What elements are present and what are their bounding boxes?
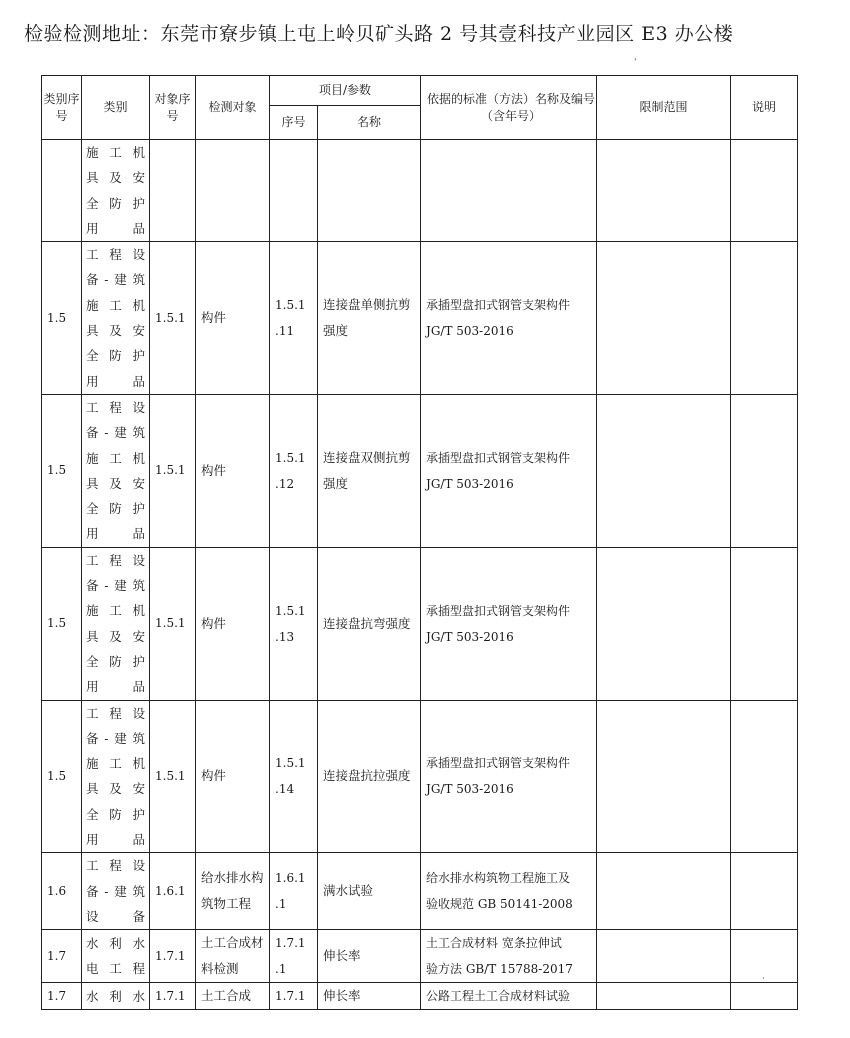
- category-line: 工 程 设: [86, 552, 145, 568]
- category-cell: [82, 547, 150, 700]
- item-name-cell: 连接盘抗弯强度: [318, 547, 421, 700]
- col-item-param: 项目/参数: [270, 76, 421, 106]
- category-line: 具 及 安: [86, 323, 145, 339]
- table-row: [42, 983, 798, 1010]
- object-no-cell: 1.7.1: [150, 983, 196, 1010]
- item-name-cell: 伸长率: [318, 983, 421, 1010]
- category-line: 备 - 建 筑: [86, 730, 145, 746]
- category-line: 备 - 建 筑: [86, 578, 145, 594]
- object-cell: 构件: [196, 700, 270, 853]
- object-cell: 构件: [196, 242, 270, 395]
- category-no-cell: 1.5: [42, 547, 82, 700]
- category-line: 设 备: [86, 908, 145, 924]
- category-no-cell: 1.5: [42, 700, 82, 853]
- category-line: 工 程 设: [86, 705, 145, 721]
- category-line: 施 工 机: [86, 450, 145, 466]
- item-no-line: 1.5.1: [275, 450, 306, 465]
- col-note: 说明: [731, 76, 798, 140]
- item-no-cell: [270, 983, 318, 1010]
- note-cell: [731, 140, 798, 242]
- item-no-cell: [270, 547, 318, 700]
- category-line: 工 程 设: [86, 399, 145, 415]
- category-line: 施 工 机: [86, 603, 145, 619]
- category-line: 具 及 安: [86, 628, 145, 644]
- standard-line: JG/T 503-2016: [426, 629, 514, 644]
- item-no-cell: [270, 700, 318, 853]
- limit-cell: [597, 242, 731, 395]
- item-no-line: .1: [275, 962, 287, 977]
- category-line: 工 程 设: [86, 858, 145, 874]
- category-line: 具 及 安: [86, 475, 145, 491]
- page-header-address: 检验检测地址：东莞市寮步镇上屯上岭贝矿头路 2 号其壹科技产业园区 E3 办公楼: [24, 23, 734, 45]
- item-no-line: .12: [275, 476, 295, 491]
- category-line: 施 工 机: [86, 297, 145, 313]
- standard-cell: [421, 242, 597, 395]
- object-no-cell: 1.5.1: [150, 242, 196, 395]
- col-category-no: 类别序号: [42, 76, 82, 140]
- col-limit: 限制范围: [597, 76, 731, 140]
- object-no-cell: 1.5.1: [150, 700, 196, 853]
- standard-cell: [421, 983, 597, 1010]
- standard-line: JG/T 503-2016: [426, 324, 514, 339]
- standard-cell: [421, 700, 597, 853]
- item-name-cell: 满水试验: [318, 853, 421, 930]
- object-cell: 构件: [196, 394, 270, 547]
- object-cell: 土工合成: [196, 983, 270, 1010]
- category-line: 备 - 建 筑: [86, 425, 145, 441]
- standard-cell: [421, 547, 597, 700]
- category-line: 全 防 护: [86, 501, 145, 517]
- category-line: 全 防 护: [86, 806, 145, 822]
- standard-cell: [421, 394, 597, 547]
- category-no-cell: [42, 140, 82, 242]
- table-body: [42, 140, 798, 1010]
- item-no-line: 1.7.1: [275, 989, 306, 1004]
- col-item-name: 名称: [318, 106, 421, 140]
- category-line: 工 程 设: [86, 247, 145, 263]
- object-cell: 土工合成材料检测: [196, 930, 270, 983]
- category-no-cell: 1.7: [42, 930, 82, 983]
- item-no-line: .11: [275, 324, 295, 339]
- item-no-line: 1.5.1: [275, 756, 306, 771]
- table-row: [42, 853, 798, 930]
- item-no-cell: [270, 140, 318, 242]
- object-no-cell: [150, 140, 196, 242]
- category-no-cell: 1.5: [42, 242, 82, 395]
- limit-cell: [597, 140, 731, 242]
- table-row: [42, 700, 798, 853]
- category-line: 全 防 护: [86, 653, 145, 669]
- table-row: [42, 394, 798, 547]
- category-line: 水 利 水: [86, 988, 145, 1004]
- col-category: 类别: [82, 76, 150, 140]
- item-no-cell: [270, 242, 318, 395]
- note-cell: [731, 930, 798, 983]
- standard-line: 承插型盘扣式钢管支架构件: [426, 450, 571, 465]
- category-line: 具 及 安: [86, 781, 145, 797]
- item-name-cell: 连接盘抗拉强度: [318, 700, 421, 853]
- standard-line: JG/T 503-2016: [426, 476, 514, 491]
- category-line: 施 工 机: [86, 756, 145, 772]
- category-cell: [82, 242, 150, 395]
- standard-line: 承插型盘扣式钢管支架构件: [426, 603, 571, 618]
- category-no-cell: 1.6: [42, 853, 82, 930]
- item-no-line: 1.6.1: [275, 871, 306, 886]
- standard-line: 承插型盘扣式钢管支架构件: [426, 756, 571, 771]
- header-row: [42, 76, 798, 106]
- limit-cell: [597, 700, 731, 853]
- item-no-line: 1.5.1: [275, 298, 306, 313]
- standard-line: 土工合成材料 宽条拉伸试: [426, 936, 562, 951]
- note-cell: [731, 700, 798, 853]
- standard-line: 公路工程土工合成材料试验: [426, 989, 571, 1004]
- standard-line: 承插型盘扣式钢管支架构件: [426, 298, 571, 313]
- scan-speck: ·: [762, 974, 765, 984]
- item-no-cell: [270, 930, 318, 983]
- item-name-cell: 伸长率: [318, 930, 421, 983]
- item-name-cell: [318, 140, 421, 242]
- item-no-cell: [270, 394, 318, 547]
- standard-cell: [421, 853, 597, 930]
- table-row: [42, 242, 798, 395]
- standard-line: 验方法 GB/T 15788-2017: [426, 962, 573, 977]
- limit-cell: [597, 853, 731, 930]
- item-name-cell: 连接盘双侧抗剪强度: [318, 394, 421, 547]
- item-no-line: 1.7.1: [275, 936, 306, 951]
- category-line: 具 及 安: [86, 170, 145, 186]
- object-no-cell: 1.5.1: [150, 394, 196, 547]
- limit-cell: [597, 547, 731, 700]
- category-cell: [82, 700, 150, 853]
- standard-cell: [421, 140, 597, 242]
- category-line: 全 防 护: [86, 348, 145, 364]
- note-cell: [731, 547, 798, 700]
- limit-cell: [597, 983, 731, 1010]
- category-cell: [82, 140, 150, 242]
- col-object: 检测对象: [196, 76, 270, 140]
- note-cell: [731, 853, 798, 930]
- object-no-cell: 1.6.1: [150, 853, 196, 930]
- object-no-cell: 1.7.1: [150, 930, 196, 983]
- object-cell: 给水排水构筑物工程: [196, 853, 270, 930]
- category-line: 全 防 护: [86, 195, 145, 211]
- category-no-cell: 1.5: [42, 394, 82, 547]
- item-no-line: 1.5.1: [275, 603, 306, 618]
- table-row: [42, 930, 798, 983]
- category-line: 备 - 建 筑: [86, 883, 145, 899]
- note-cell: [731, 394, 798, 547]
- object-cell: 构件: [196, 547, 270, 700]
- category-line: 施 工 机: [86, 145, 145, 160]
- category-line: 电 工 程: [86, 961, 145, 977]
- item-no-line: .14: [275, 782, 295, 797]
- category-line: 备 - 建 筑: [86, 272, 145, 288]
- note-cell: [731, 983, 798, 1010]
- table-row: [42, 547, 798, 700]
- col-standard: 依据的标准（方法）名称及编号（含年号）: [421, 76, 597, 140]
- standard-cell: [421, 930, 597, 983]
- item-no-cell: [270, 853, 318, 930]
- category-line: 用 品: [86, 373, 145, 389]
- category-line: 用 品: [86, 679, 145, 695]
- object-no-cell: 1.5.1: [150, 547, 196, 700]
- category-cell: [82, 853, 150, 930]
- category-line: 用 品: [86, 526, 145, 542]
- standard-line: 给水排水构筑物工程施工及: [426, 871, 571, 886]
- category-line: 水 利 水: [86, 936, 145, 952]
- table-row: [42, 140, 798, 242]
- qualification-table: [41, 75, 798, 1010]
- scan-speck: ': [634, 58, 637, 68]
- col-object-no: 对象序号: [150, 76, 196, 140]
- object-cell: [196, 140, 270, 242]
- item-no-line: .13: [275, 629, 295, 644]
- category-line: 用 品: [86, 220, 145, 236]
- standard-line: 验收规范 GB 50141-2008: [426, 897, 573, 912]
- category-cell: [82, 394, 150, 547]
- limit-cell: [597, 394, 731, 547]
- item-no-line: .1: [275, 897, 287, 912]
- col-item-no: 序号: [270, 106, 318, 140]
- category-cell: [82, 930, 150, 983]
- category-line: 用 品: [86, 832, 145, 848]
- category-cell: [82, 983, 150, 1010]
- note-cell: [731, 242, 798, 395]
- standard-line: JG/T 503-2016: [426, 782, 514, 797]
- item-name-cell: 连接盘单侧抗剪强度: [318, 242, 421, 395]
- limit-cell: [597, 930, 731, 983]
- category-no-cell: 1.7: [42, 983, 82, 1010]
